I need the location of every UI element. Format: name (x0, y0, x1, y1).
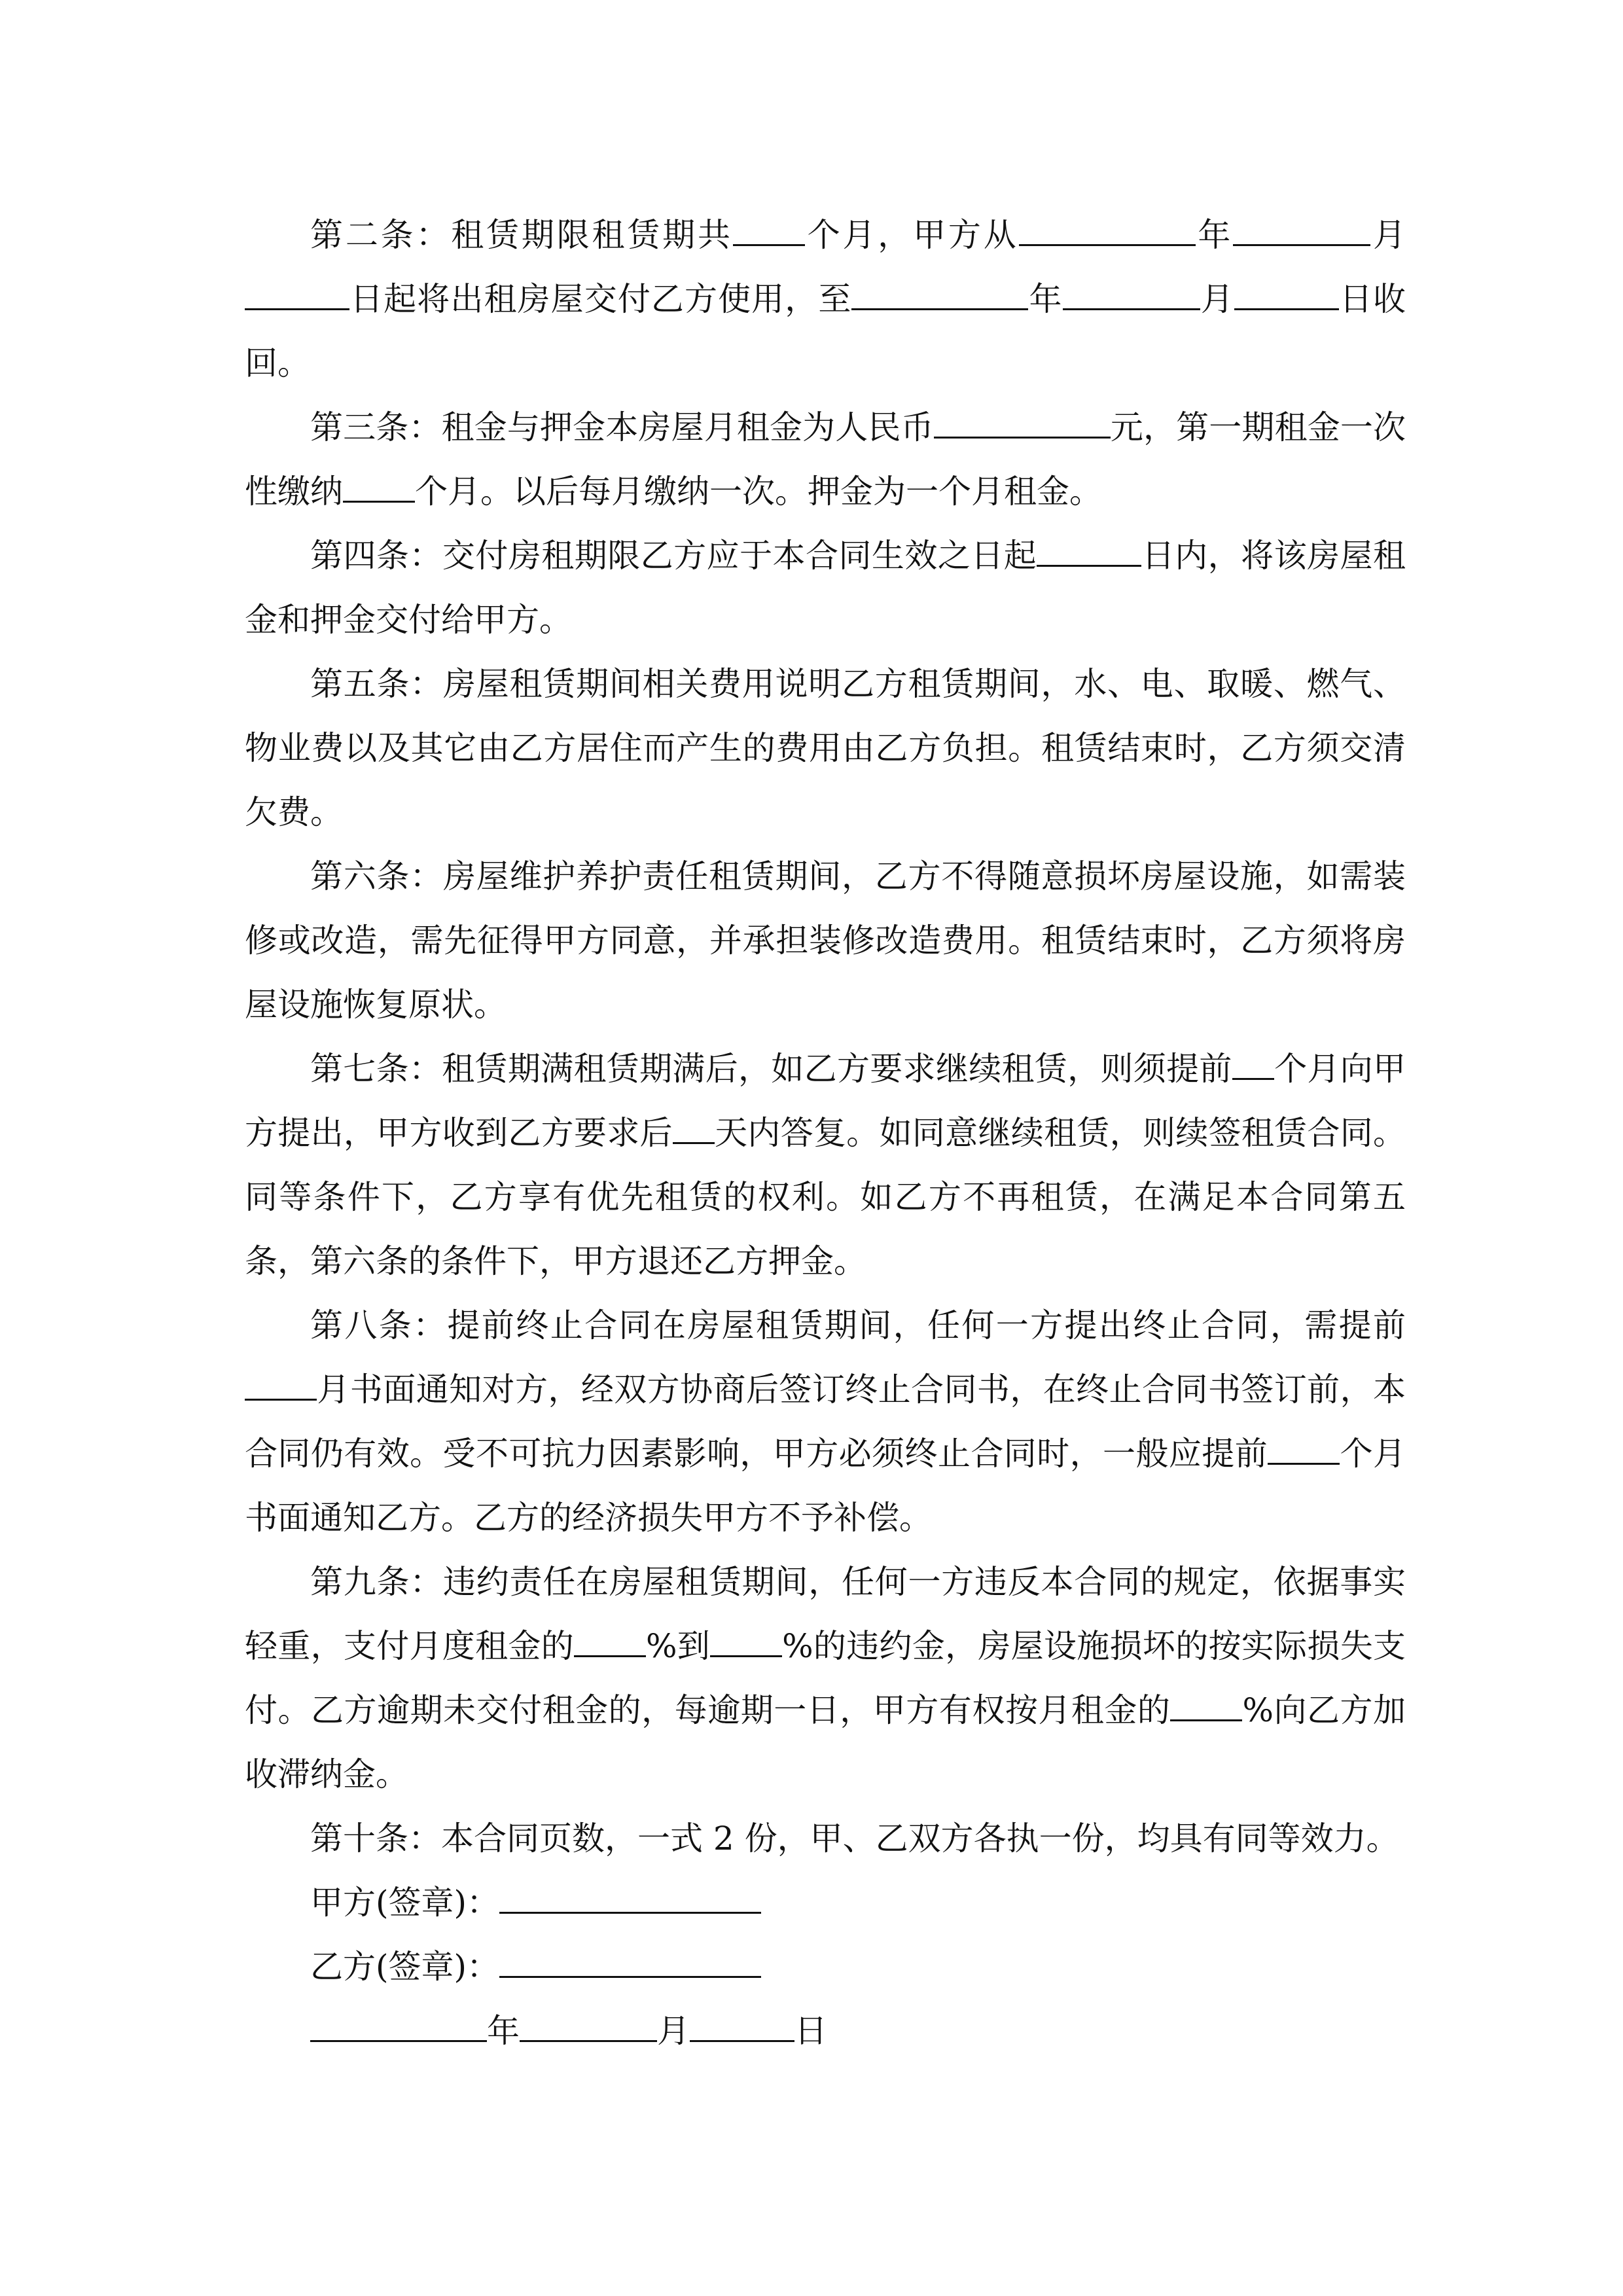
article-3-text: 第三条：租金与押金本房屋月租金为人民币 (310, 408, 934, 446)
day-label: 日 (794, 2012, 827, 2050)
article-5 (245, 652, 1406, 844)
article-10 (245, 1806, 1406, 1871)
article-3: 第三条：租金与押金本房屋月租金为人民币 元，第一期租金一次性缴纳 个月。以后每月缴纳一次。押金为一个月租金。 (245, 408, 1406, 511)
sign-month-blank[interactable] (520, 2011, 657, 2042)
article-8: 第八条：提前终止合同在房屋租赁期间，任何一方提出终止合同，需提前月书面通知对方，经双方协商后签订终止合同书，在终止合同书签订前，本合同仍有效。受不可抗力因素影响，甲方必须终止合同时，一般应提前 个月书面通知乙方。乙方的经济损失甲方不予补偿。 (245, 1306, 1406, 1537)
article-6 (245, 844, 1406, 1037)
party-a-signature (245, 1871, 1406, 1935)
start-day-blank[interactable] (245, 279, 349, 310)
penalty-max-percent-blank[interactable] (710, 1626, 782, 1657)
sign-year-blank[interactable] (310, 2011, 487, 2042)
force-majeure-notice-months-blank[interactable] (1268, 1434, 1340, 1465)
penalty-min-percent-blank[interactable] (574, 1626, 646, 1657)
contract-page (245, 203, 1406, 2063)
party-b-signature (245, 1935, 1406, 1999)
article-5-text: 第五条：房屋租赁期间相关费用说明乙方租赁期间，水、电、取暖、燃气、物业费以及其它由乙方居住而产生的费用由乙方负担。租赁结束时，乙方须交清欠费。 (245, 665, 1406, 831)
party-a-label: 甲方(签章)： (310, 1884, 500, 1922)
article-6-text: 第六条：房屋维护养护责任租赁期间，乙方不得随意损坏房屋设施，如需装修或改造，需先征得甲方同意，并承担装修改造费用。租赁结束时，乙方须将房屋设施恢复原状。 (245, 857, 1406, 1024)
monthly-rent-blank[interactable] (934, 408, 1111, 439)
article-7-text: 第七条：租赁期满租赁期满后，如乙方要求继续租赁，则须提前 (310, 1050, 1232, 1088)
lease-months-blank[interactable] (733, 215, 805, 246)
renewal-notice-months-blank[interactable] (1232, 1049, 1274, 1080)
end-month-blank[interactable] (1063, 279, 1200, 310)
payment-days-blank[interactable] (1037, 536, 1141, 567)
start-month-blank[interactable] (1233, 215, 1370, 246)
month-label: 月 (657, 2012, 690, 2050)
party-a-signature-blank[interactable] (499, 1883, 761, 1914)
article-4: 第四条：交付房租期限乙方应于本合同生效之日起 日内，将该房屋租金和押金交付给甲方。 (245, 537, 1406, 639)
end-day-blank[interactable] (1234, 279, 1339, 310)
article-10-text: 第十条：本合同页数，一式 2 份，甲、乙双方各执一份，均具有同等效力。 (310, 1820, 1399, 1857)
year-label: 年 (487, 2012, 520, 2050)
party-b-signature-blank[interactable] (499, 1947, 761, 1978)
article-8-text: 第八条：提前终止合同在房屋租赁期间，任何一方提出终止合同，需提前 (310, 1306, 1406, 1344)
article-9-text: 第九条：违约责任在房屋租赁期间，任何一方违反本合同的规定，依据事实轻重，支付月度租金的 (245, 1563, 1406, 1665)
sign-day-blank[interactable] (690, 2011, 794, 2042)
article-2-text: 第二条：租赁期限租赁期共 (310, 216, 733, 254)
signing-date (245, 1999, 1406, 2063)
late-fee-percent-blank[interactable] (1170, 1691, 1242, 1721)
article-9: 第九条：违约责任在房屋租赁期间，任何一方违反本合同的规定，依据事实轻重，支付月度租金的 %到 %的违约金，房屋设施损坏的按实际损失支付。乙方逾期未交付租金的，每逾期一日，甲方有权按月租金的 %向乙方加收滞纳金。 (245, 1563, 1406, 1793)
termination-notice-months-blank[interactable] (245, 1370, 317, 1401)
article-7: 第七条：租赁期满租赁期满后，如乙方要求继续租赁，则须提前 个月向甲方提出，甲方收到乙方要求后 天内答复。如同意继续租赁，则续签租赁合同。同等条件下，乙方享有优先租赁的权利。如乙方不再租赁，在满足本合同第五条，第六条的条件下，甲方退还乙方押金。 (245, 1050, 1406, 1280)
party-b-label: 乙方(签章)： (310, 1948, 500, 1986)
reply-days-blank[interactable] (673, 1113, 715, 1144)
article-2: 第二条：租赁期限租赁期共 个月，甲方从 年 月日起将出租房屋交付乙方使用，至 年 月 日收回。 (245, 216, 1406, 382)
article-4-text: 第四条：交付房租期限乙方应于本合同生效之日起 (310, 537, 1037, 575)
end-year-blank[interactable] (851, 279, 1028, 310)
first-payment-months-blank[interactable] (343, 472, 415, 503)
start-year-blank[interactable] (1019, 215, 1196, 246)
